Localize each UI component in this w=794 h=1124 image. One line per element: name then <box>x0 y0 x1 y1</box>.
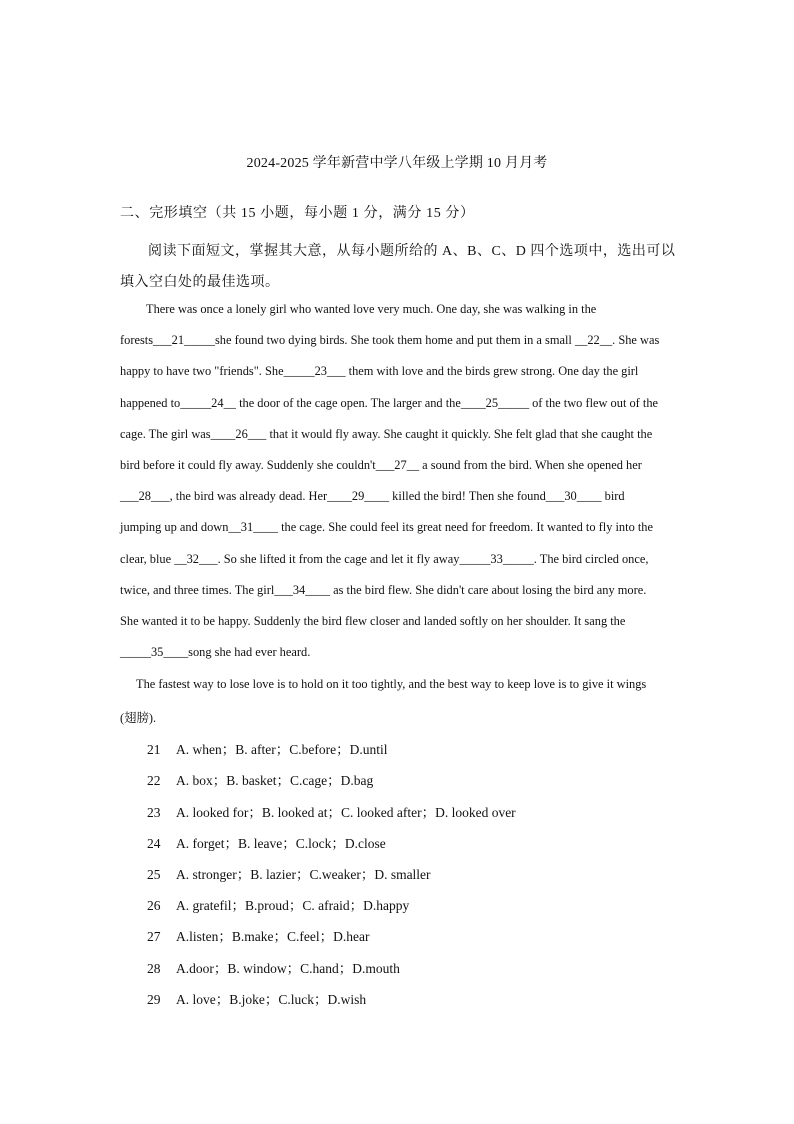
moral-line: The fastest way to lose love is to hold on it too tightly, and the best way to keep love is to give it wings <box>136 677 647 691</box>
option-row <box>147 894 409 914</box>
option-text: A. box；B. basket；C.cage；D.bag <box>176 773 374 788</box>
option-row <box>147 863 431 883</box>
option-number: 25 <box>147 867 161 882</box>
option-text: A. forget；B. leave；C.lock；D.close <box>176 836 386 851</box>
option-text: A. love；B.joke；C.luck；D.wish <box>176 992 367 1007</box>
option-number: 24 <box>147 836 161 851</box>
passage-line: There was once a lonely girl who wanted love very much. One day, she was walking in the <box>146 302 597 316</box>
passage-line: cage. The girl was____26___ that it would fly away. She caught it quickly. She felt glad that she caught the <box>120 427 653 441</box>
option-text: A. when；B. after；C.before；D.until <box>176 742 388 757</box>
option-row <box>147 738 387 758</box>
option-number: 22 <box>147 773 161 788</box>
passage-line: jumping up and down__31____ the cage. She could feel its great need for freedom. It wanted to fly into the <box>120 520 653 534</box>
option-number: 27 <box>147 929 161 944</box>
passage-line: She wanted it to be happy. Suddenly the bird flew closer and landed softly on her shoulder. It sang the <box>120 614 626 628</box>
option-row <box>147 925 369 945</box>
option-number: 28 <box>147 961 161 976</box>
page-title: 2024-2025 学年新营中学八年级上学期 10 月月考 <box>246 156 548 171</box>
passage-line: clear, blue __32___. So she lifted it from the cage and let it fly away_____33_____. The bird circled once, <box>120 552 649 566</box>
passage-line: twice, and three times. The girl___34____ as the bird flew. She didn't care about losing the bird any more. <box>120 583 647 597</box>
option-text: A. gratefil；B.proud；C. afraid；D.happy <box>176 898 410 913</box>
option-text: A. looked for；B. looked at；C. looked after；D. looked over <box>176 805 516 820</box>
moral-line: (翅膀). <box>120 711 157 725</box>
passage-line: happened to_____24__ the door of the cage open. The larger and the____25_____ of the two flew out of the <box>120 396 659 410</box>
option-row <box>147 801 516 821</box>
option-number: 23 <box>147 805 161 820</box>
option-row <box>147 957 400 977</box>
instructions: 阅读下面短文，掌握其大意，从每小题所给的 A、B、C、D 四个选项中，选出可以填入空白处的最佳选项。 <box>120 244 676 290</box>
option-number: 26 <box>147 898 161 913</box>
option-text: A.door；B. window；C.hand；D.mouth <box>176 961 400 976</box>
section-heading: 二、完形填空（共 15 小题，每小题 1 分，满分 15 分） <box>120 206 475 221</box>
option-row <box>147 988 366 1008</box>
passage-line: ___28___, the bird was already dead. Her____29____ killed the bird! Then she found___30____ bird <box>120 489 625 503</box>
option-row <box>147 769 373 789</box>
passage-line: _____35____song she had ever heard. <box>120 645 311 659</box>
option-text: A. stronger；B. lazier；C.weaker；D. smaller <box>176 867 431 882</box>
option-row <box>147 832 386 852</box>
option-number: 29 <box>147 992 161 1007</box>
passage-line: happy to have two "friends". She_____23___ them with love and the birds grew strong. One day the girl <box>120 364 639 378</box>
option-number: 21 <box>147 742 161 757</box>
option-text: A.listen；B.make；C.feel；D.hear <box>176 929 370 944</box>
passage-line: bird before it could fly away. Suddenly she couldn't___27__ a sound from the bird. When she opened her <box>120 458 642 472</box>
passage-line: forests___21_____she found two dying birds. She took them home and put them in a small __22__. She was <box>120 333 660 347</box>
